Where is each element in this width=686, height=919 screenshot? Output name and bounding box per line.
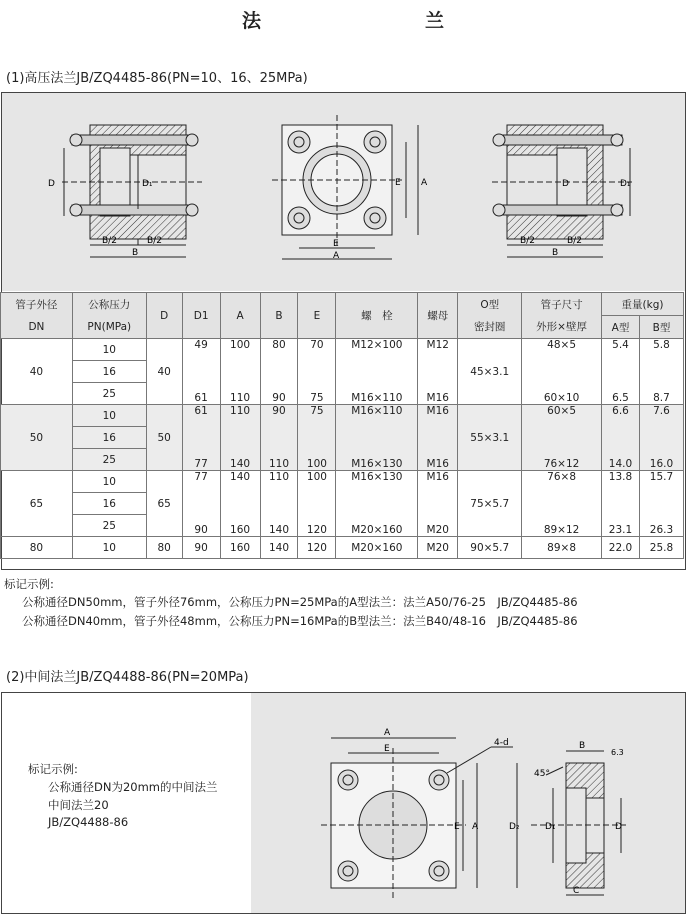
col-e: E (298, 293, 336, 339)
cell-e (298, 361, 336, 383)
cell-d1: 61 (182, 405, 220, 427)
cell-bolt: M16×130 (336, 471, 418, 493)
cell-b (260, 361, 298, 383)
cell-weight-b: 7.6 (639, 405, 683, 427)
cell-dn: 65 (1, 471, 73, 537)
col-pipe-size: 管子尺寸 (522, 293, 602, 316)
cell-a (220, 361, 260, 383)
cell-pipe: 60×10 (522, 383, 602, 405)
left-section-view (62, 125, 202, 257)
cell-d: 40 (146, 339, 182, 405)
cell-b (260, 427, 298, 449)
col-seal: 密封圈 (458, 316, 522, 339)
middle-flange-drawing (251, 693, 685, 913)
cell-b: 110 (260, 449, 298, 471)
cell-nut: M16 (418, 471, 458, 493)
label-a-front: A (421, 178, 428, 188)
cell-bolt: M16×130 (336, 449, 418, 471)
cell-a: 110 (220, 383, 260, 405)
cell-nut: M20 (418, 537, 458, 559)
label-b-mid: B (579, 741, 586, 751)
cell-b: 90 (260, 383, 298, 405)
label-e-mid-top: E (384, 744, 390, 754)
cell-d: 65 (146, 471, 182, 537)
section1-drawing-area (2, 93, 685, 291)
label-bhalf-r2: B/2 (567, 236, 582, 246)
cell-pipe: 89×8 (522, 537, 602, 559)
col-pressure: 公称压力 (72, 293, 146, 316)
cell-pn: 16 (72, 361, 146, 383)
cell-pn: 10 (72, 405, 146, 427)
table-row (1, 515, 684, 537)
cell-bolt (336, 427, 418, 449)
cell-pn: 25 (72, 515, 146, 537)
example-line-1: 公称通径DN50mm，管子外径76mm，公称压力PN=25MPa的A型法兰：法兰A50/76-25 JB/ZQ4485-86 (22, 595, 578, 609)
cell-wb (639, 493, 683, 515)
label-bhalf-l1: B/2 (102, 236, 117, 246)
cell-dn: 80 (1, 537, 73, 559)
col-weight: 重量(kg) (602, 293, 684, 316)
cell-d1: 77 (182, 471, 220, 493)
page-title: 法 兰 (241, 10, 486, 32)
cell-o: 90×5.7 (458, 537, 522, 559)
cell-wb (639, 361, 683, 383)
middle-front-view (321, 738, 513, 898)
cell-e: 120 (298, 515, 336, 537)
cell-weight-b: 5.8 (639, 339, 683, 361)
cell-pipe: 76×12 (522, 449, 602, 471)
cell-d1: 61 (182, 383, 220, 405)
s2-line-1: 公称通径DN为20mm的中间法兰 (48, 780, 218, 794)
cell-pn: 16 (72, 493, 146, 515)
section2-drawing-area (251, 693, 685, 913)
section1-heading: (1)高压法兰JB/ZQ4485-86(PN=10、16、25MPa) (6, 71, 308, 86)
high-pressure-flange-drawing (2, 93, 685, 291)
cell-b: 90 (260, 405, 298, 427)
label-d2-mid: D₂ (509, 822, 520, 832)
col-type-a: A型 (602, 316, 640, 339)
cell-dn: 50 (1, 405, 73, 471)
cell-bolt: M16×110 (336, 383, 418, 405)
cell-nut (418, 427, 458, 449)
cell-a: 140 (220, 449, 260, 471)
cell-d1: 49 (182, 339, 220, 361)
cell-pipe (522, 361, 602, 383)
cell-weight-b: 16.0 (639, 449, 683, 471)
cell-pn: 10 (72, 471, 146, 493)
label-a-mid-side: A (472, 822, 479, 832)
label-e-front: E (395, 178, 401, 188)
cell-bolt: M12×100 (336, 339, 418, 361)
cell-e: 100 (298, 471, 336, 493)
col-b: B (260, 293, 298, 339)
s2-example-label: 标记示例: (28, 762, 78, 776)
label-d1-mid: D₁ (545, 822, 556, 832)
cell-e (298, 493, 336, 515)
cell-b (260, 493, 298, 515)
label-a-front-bottom: A (333, 251, 340, 261)
cell-bolt (336, 361, 418, 383)
cell-nut: M16 (418, 383, 458, 405)
col-pipe-dia: 管子外径 (1, 293, 73, 316)
cell-pipe (522, 493, 602, 515)
cell-a: 160 (220, 515, 260, 537)
table-row-last (1, 537, 684, 559)
col-nut: 螺母 (418, 293, 458, 339)
table-row (1, 405, 684, 427)
label-d-mid: D (615, 822, 622, 832)
col-d1: D1 (182, 293, 220, 339)
table-row (1, 339, 684, 361)
spec-table-body (1, 339, 684, 559)
cell-e: 100 (298, 449, 336, 471)
cell-d1 (182, 427, 220, 449)
label-a-mid-top: A (384, 728, 391, 738)
label-bhalf-r1: B/2 (520, 236, 535, 246)
s2-line-3: JB/ZQ4488-86 (48, 815, 129, 829)
cell-b: 140 (260, 537, 298, 559)
cell-wa (602, 493, 640, 515)
cell-a: 160 (220, 537, 260, 559)
cell-weight-a: 14.0 (602, 449, 640, 471)
cell-e: 75 (298, 383, 336, 405)
label-b-right: B (552, 248, 559, 258)
cell-b: 140 (260, 515, 298, 537)
table-row (1, 493, 684, 515)
label-e-mid-side: E (454, 822, 460, 832)
table-row (1, 361, 684, 383)
cell-weight-a: 6.6 (602, 405, 640, 427)
cell-pn: 10 (72, 537, 146, 559)
cell-d1 (182, 361, 220, 383)
cell-wa (602, 427, 640, 449)
cell-e: 120 (298, 537, 336, 559)
right-section-view (492, 125, 632, 257)
col-d: D (146, 293, 182, 339)
cell-wa (602, 361, 640, 383)
cell-d: 50 (146, 405, 182, 471)
cell-pipe: 60×5 (522, 405, 602, 427)
col-oring: O型 (458, 293, 522, 316)
cell-a: 100 (220, 339, 260, 361)
label-4d: 4-d (494, 738, 509, 748)
section2-heading: (2)中间法兰JB/ZQ4488-86(PN=20MPa) (6, 670, 249, 685)
col-a: A (220, 293, 260, 339)
cell-d: 80 (146, 537, 182, 559)
table-header-row-1 (1, 293, 684, 316)
table-row (1, 383, 684, 405)
cell-weight-b: 26.3 (639, 515, 683, 537)
cell-pn: 25 (72, 449, 146, 471)
cell-pn: 16 (72, 427, 146, 449)
cell-pn: 10 (72, 339, 146, 361)
cell-wb: 25.8 (639, 537, 683, 559)
label-e-front-bottom: E (333, 239, 339, 249)
label-45deg: 45° (534, 769, 550, 779)
cell-weight-b: 8.7 (639, 383, 683, 405)
cell-wb (639, 427, 683, 449)
label-d1-right: D₁ (620, 179, 631, 189)
cell-weight-a: 6.5 (602, 383, 640, 405)
cell-d1: 77 (182, 449, 220, 471)
example-line-2: 公称通径DN40mm，管子外径48mm，公称压力PN=16MPa的B型法兰：法兰B40/48-16 JB/ZQ4485-86 (22, 614, 578, 628)
cell-nut: M16 (418, 405, 458, 427)
table-row (1, 471, 684, 493)
cell-weight-b: 15.7 (639, 471, 683, 493)
cell-bolt: M16×110 (336, 405, 418, 427)
cell-e: 70 (298, 339, 336, 361)
section2-frame (1, 692, 686, 914)
cell-weight-a: 13.8 (602, 471, 640, 493)
cell-wa: 22.0 (602, 537, 640, 559)
cell-oring: 55×3.1 (458, 405, 522, 471)
col-od-wall: 外形×壁厚 (522, 316, 602, 339)
table-row (1, 427, 684, 449)
cell-nut: M12 (418, 339, 458, 361)
cell-bolt: M20×160 (336, 515, 418, 537)
cell-pipe: 89×12 (522, 515, 602, 537)
cell-a (220, 427, 260, 449)
label-c-mid: C (573, 886, 580, 896)
cell-b: 80 (260, 339, 298, 361)
cell-bolt (336, 493, 418, 515)
cell-dn: 40 (1, 339, 73, 405)
col-dn: DN (1, 316, 73, 339)
label-b-left: B (132, 248, 139, 258)
cell-pipe (522, 427, 602, 449)
cell-pipe: 48×5 (522, 339, 602, 361)
col-type-b: B型 (639, 316, 683, 339)
cell-d1: 90 (182, 537, 220, 559)
col-bolt: 螺 栓 (336, 293, 418, 339)
cell-bolt: M20×160 (336, 537, 418, 559)
cell-b: 110 (260, 471, 298, 493)
cell-nut: M16 (418, 449, 458, 471)
cell-weight-a: 23.1 (602, 515, 640, 537)
cell-oring: 45×3.1 (458, 339, 522, 405)
cell-pipe: 76×8 (522, 471, 602, 493)
cell-nut (418, 361, 458, 383)
cell-weight-a: 5.4 (602, 339, 640, 361)
cell-e: 75 (298, 405, 336, 427)
s2-line-2: 中间法兰20 (48, 798, 109, 812)
table-row (1, 449, 684, 471)
cell-nut (418, 493, 458, 515)
cell-nut: M20 (418, 515, 458, 537)
label-roughness: 6.3 (611, 748, 624, 757)
cell-a: 140 (220, 471, 260, 493)
cell-d1: 90 (182, 515, 220, 537)
cell-oring: 75×5.7 (458, 471, 522, 537)
spec-table (0, 292, 684, 559)
cell-d1 (182, 493, 220, 515)
cell-a (220, 493, 260, 515)
cell-a: 110 (220, 405, 260, 427)
cell-e (298, 427, 336, 449)
label-d1-left: D₁ (142, 179, 153, 189)
label-d-left: D (48, 179, 55, 189)
example-label-1: 标记示例: (4, 577, 54, 591)
label-d-right: D (562, 179, 569, 189)
cell-pn: 25 (72, 383, 146, 405)
col-pn: PN(MPa) (72, 316, 146, 339)
label-bhalf-l2: B/2 (147, 236, 162, 246)
